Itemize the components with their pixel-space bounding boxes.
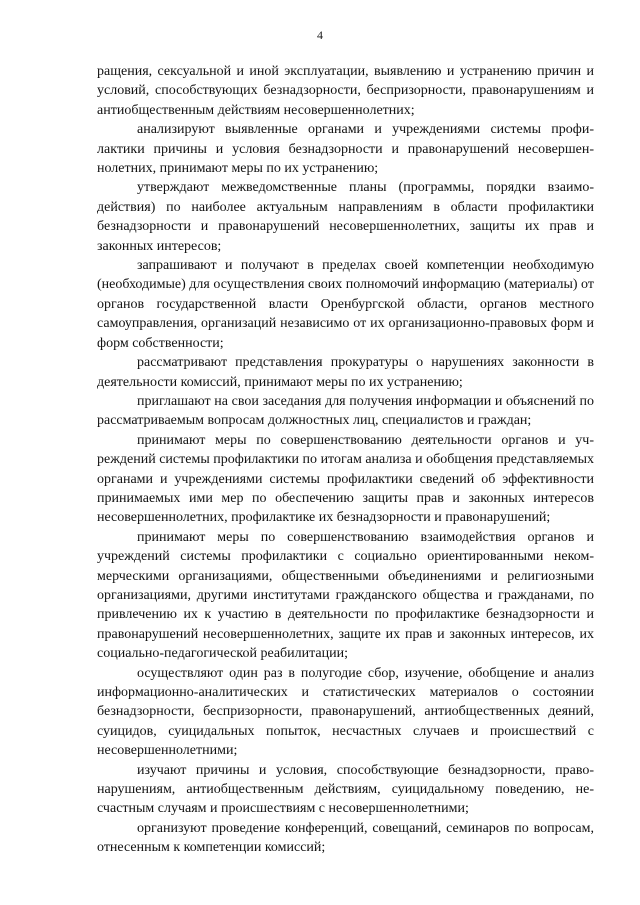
paragraph: осуществляют один раз в полугодие сбор, изучение, обобщение и анализ информационно-аналитических и статистических материалов о состоянии безнадзорности, беспризорности, правонарушений, антиобщественных деяний, суицидов, суицидальных попыток, несчастных случаев и происшествий с несовершеннолетними; (97, 665, 594, 759)
paragraph: принимают меры по совершенствованию деятельности органов и учреждений системы профилактики по итогам анализа и обобщения представляемых органами и учреждениями системы профилактики сведений об эффективности принимаемых ими мер по обеспечению защиты прав и законных интересов несовершеннолетних, профилактике их безнадзорности и правонарушений; (97, 432, 594, 526)
page-number: 4 (317, 28, 323, 42)
paragraph-continued: ращения, сексуальной и иной эксплуатации, выявлению и устранению причин и условий, способствующих безнадзорности, беспризорности, правонарушениям и антиобщественным действиям несовершеннолетних; (97, 64, 594, 118)
paragraph: принимают меры по совершенствованию взаимодействия органов и учреждений системы профилактики с социально ориентированными некоммерческими организациями, общественными объединениями и религиозными организациями, другими институтами гражданского общества и гражданами, по привлечению их к участию в деятельности по профилактике безнадзорности и правонарушений несовершеннолетних, защите их прав и законных интересов, их социально-педагогической реабилитации; (97, 529, 594, 662)
paragraph: запрашивают и получают в пределах своей компетенции необходимую (необходимые) для осуществления своих полномочий информацию (материалы) от органов государственной власти Оренбургской области, органов местного самоуправления, организаций независимо от их организационно-правовых форм и форм собственности; (97, 258, 594, 351)
paragraph: изучают причины и условия, способствующие безнадзорности, правонарушениям, антиобщественным действиям, суицидальному поведению, несчастным случаям и происшествиям с несовершеннолетними; (97, 762, 594, 817)
paragraph: организуют проведение конференций, совещаний, семинаров по вопросам, отнесенным к компетенции комиссий; (97, 820, 594, 856)
paragraph: рассматривают представления прокуратуры о нарушениях законности в деятельности комиссий, принимают меры по их устранению; (97, 355, 594, 390)
paragraph: приглашают на свои заседания для получения информации и объяснений по рассматриваемым вопросам должностных лиц, специалистов и граждан; (97, 393, 594, 429)
document-body (97, 62, 594, 858)
paragraph: анализируют выявленные органами и учреждениями системы профилактики причины и условия безнадзорности и правонарушений несовершеннолетних, принимают меры по их устранению; (97, 122, 594, 177)
paragraph: утверждают межведомственные планы (программы, порядки взаимодействия) по наиболее актуальным направлениям в области профилактики безнадзорности и правонарушений несовершеннолетних, защиты их прав и законных интересов; (97, 180, 594, 254)
